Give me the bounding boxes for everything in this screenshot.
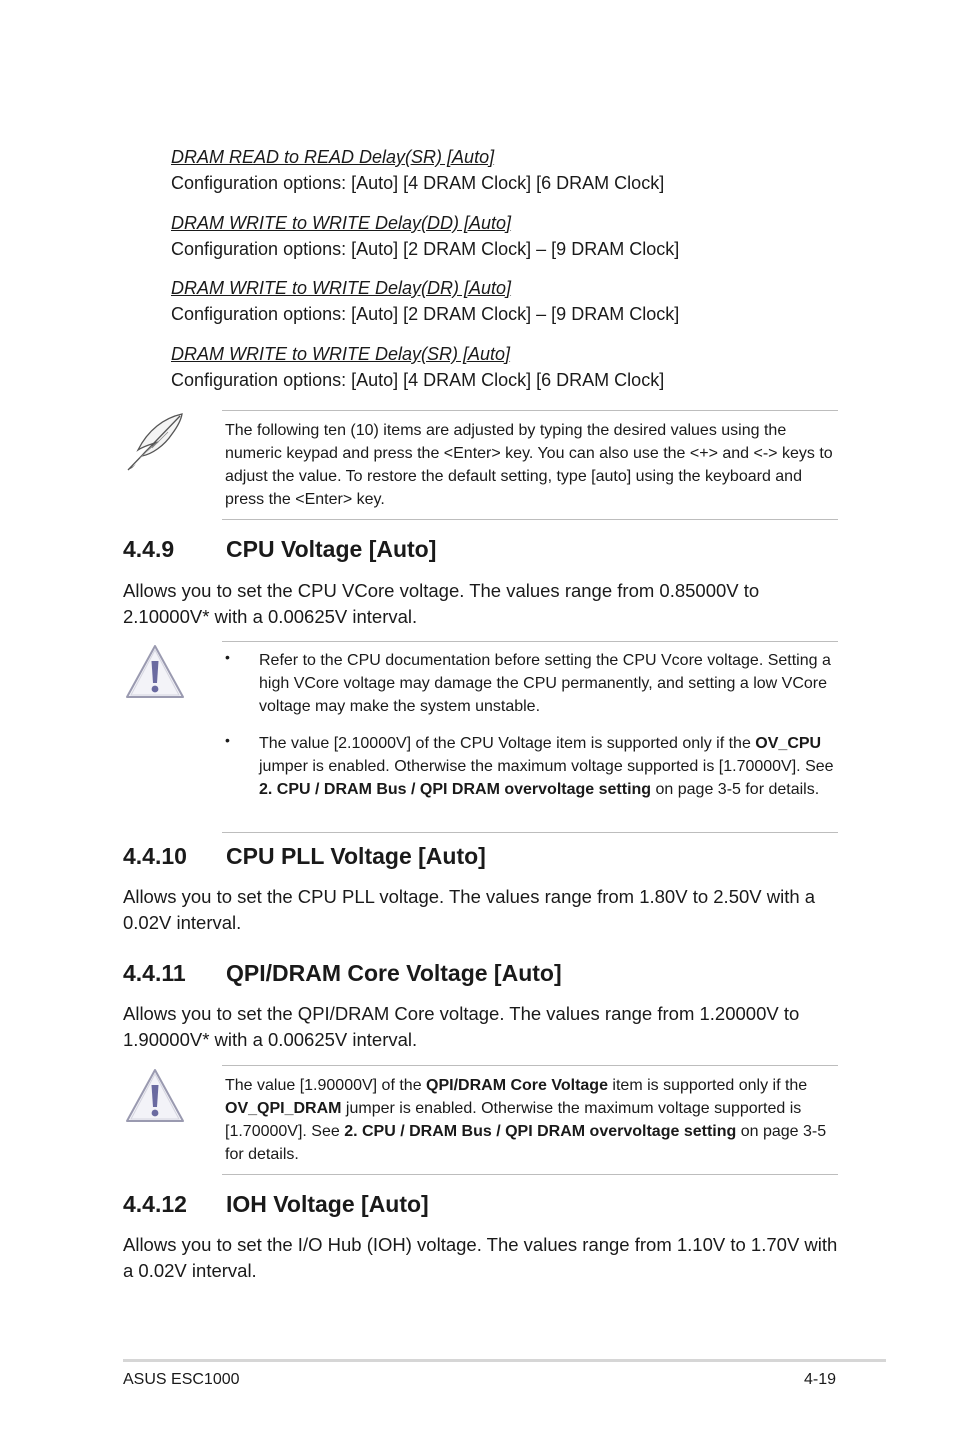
text-run: The value [1.90000V] of the: [225, 1077, 427, 1094]
jumper-name: OV_CPU: [755, 735, 822, 752]
section-title: QPI/DRAM Core Voltage [Auto]: [226, 960, 562, 986]
caution-text: [225, 1074, 837, 1166]
caution-bullet-text: Refer to the CPU documentation before setting the CPU Vcore voltage. Setting a high VCore voltage may damage the CPU permanently, and setting a low VCore voltage may make the system unstable.: [259, 652, 831, 715]
subitem-title: DRAM WRITE to WRITE Delay(DD) [Auto]: [171, 213, 512, 233]
caution-top-rule: [222, 641, 838, 642]
section-number: 4.4.10: [123, 843, 187, 869]
section-number: 4.4.11: [123, 960, 186, 986]
cross-reference: 2. CPU / DRAM Bus / QPI DRAM overvoltage setting: [259, 781, 652, 798]
footer-page-number: 4-19: [803, 1371, 836, 1388]
section-body: Allows you to set the I/O Hub (IOH) voltage. The values range from 1.10V to 1.70V with a 0.02V interval.: [123, 1234, 838, 1281]
text-run: on page 3-5 for details.: [225, 1123, 827, 1163]
caution-bottom-rule: [222, 832, 838, 833]
warning-triangle-icon: [124, 1067, 186, 1125]
subitem-desc: Configuration options: [Auto] [4 DRAM Clock] [6 DRAM Clock]: [171, 173, 665, 193]
footer-product: ASUS ESC1000: [123, 1371, 240, 1388]
text-run: on page 3-5 for details.: [651, 781, 820, 798]
section-title: CPU Voltage [Auto]: [226, 536, 437, 562]
note-feather-icon: [122, 410, 186, 474]
cross-reference: 2. CPU / DRAM Bus / QPI DRAM overvoltage setting: [344, 1123, 737, 1140]
caution-bullet-text: [259, 732, 837, 801]
section-number: 4.4.9: [123, 536, 175, 562]
section-number: 4.4.12: [123, 1191, 187, 1217]
subitem-desc: Configuration options: [Auto] [2 DRAM Clock] – [9 DRAM Clock]: [171, 239, 680, 259]
footer-rule: [123, 1359, 886, 1362]
subitem-desc: Configuration options: [Auto] [2 DRAM Clock] – [9 DRAM Clock]: [171, 304, 680, 324]
section-heading: [123, 842, 486, 870]
subitem-title: DRAM WRITE to WRITE Delay(SR) [Auto]: [171, 344, 511, 364]
text-run: jumper is enabled. Otherwise the maximum voltage supported is [1.70000V]. See: [259, 758, 834, 775]
note-text: The following ten (10) items are adjusted by typing the desired values using the numeric keypad and press the <Enter> key. You can also use the <+> and <-> keys to adjust the value. To restore the default setting, type [auto] using the keyboard and press the <Enter> key.: [225, 422, 833, 508]
bullet-dot: •: [225, 649, 230, 665]
note-bottom-rule: [222, 519, 838, 520]
bullet-dot: •: [225, 732, 230, 748]
section-body: Allows you to set the QPI/DRAM Core voltage. The values range from 1.20000V to 1.90000V* with a 0.00625V interval.: [123, 1003, 800, 1050]
text-run: item is supported only if the: [607, 1077, 808, 1094]
section-title: IOH Voltage [Auto]: [226, 1191, 429, 1217]
section-body: Allows you to set the CPU VCore voltage. The values range from 0.85000V to 2.10000V* with a 0.00625V interval.: [123, 580, 760, 627]
text-run: The value [2.10000V] of the CPU Voltage item is supported only if the: [259, 735, 756, 752]
jumper-name: OV_QPI_DRAM: [225, 1100, 342, 1117]
section-title: CPU PLL Voltage [Auto]: [226, 843, 486, 869]
caution-bottom-rule: [222, 1174, 838, 1175]
text-run: jumper is enabled. Otherwise the maximum voltage supported is [1.70000V]. See: [225, 1100, 802, 1140]
section-body: Allows you to set the CPU PLL voltage. The values range from 1.80V to 2.50V with a 0.02V interval.: [123, 886, 816, 933]
subitem-desc: Configuration options: [Auto] [4 DRAM Clock] [6 DRAM Clock]: [171, 370, 665, 390]
note-top-rule: [222, 410, 838, 411]
subitem-title: DRAM READ to READ Delay(SR) [Auto]: [171, 147, 495, 167]
subitem-title: DRAM WRITE to WRITE Delay(DR) [Auto]: [171, 278, 512, 298]
section-heading: [123, 535, 436, 563]
section-heading: [123, 1190, 429, 1218]
caution-bullet-item: [225, 649, 837, 718]
section-heading: [123, 959, 562, 987]
item-name: QPI/DRAM Core Voltage: [426, 1077, 608, 1094]
warning-triangle-icon: [124, 643, 186, 701]
caution-bullet-item: [225, 732, 837, 801]
caution-top-rule: [222, 1065, 838, 1066]
